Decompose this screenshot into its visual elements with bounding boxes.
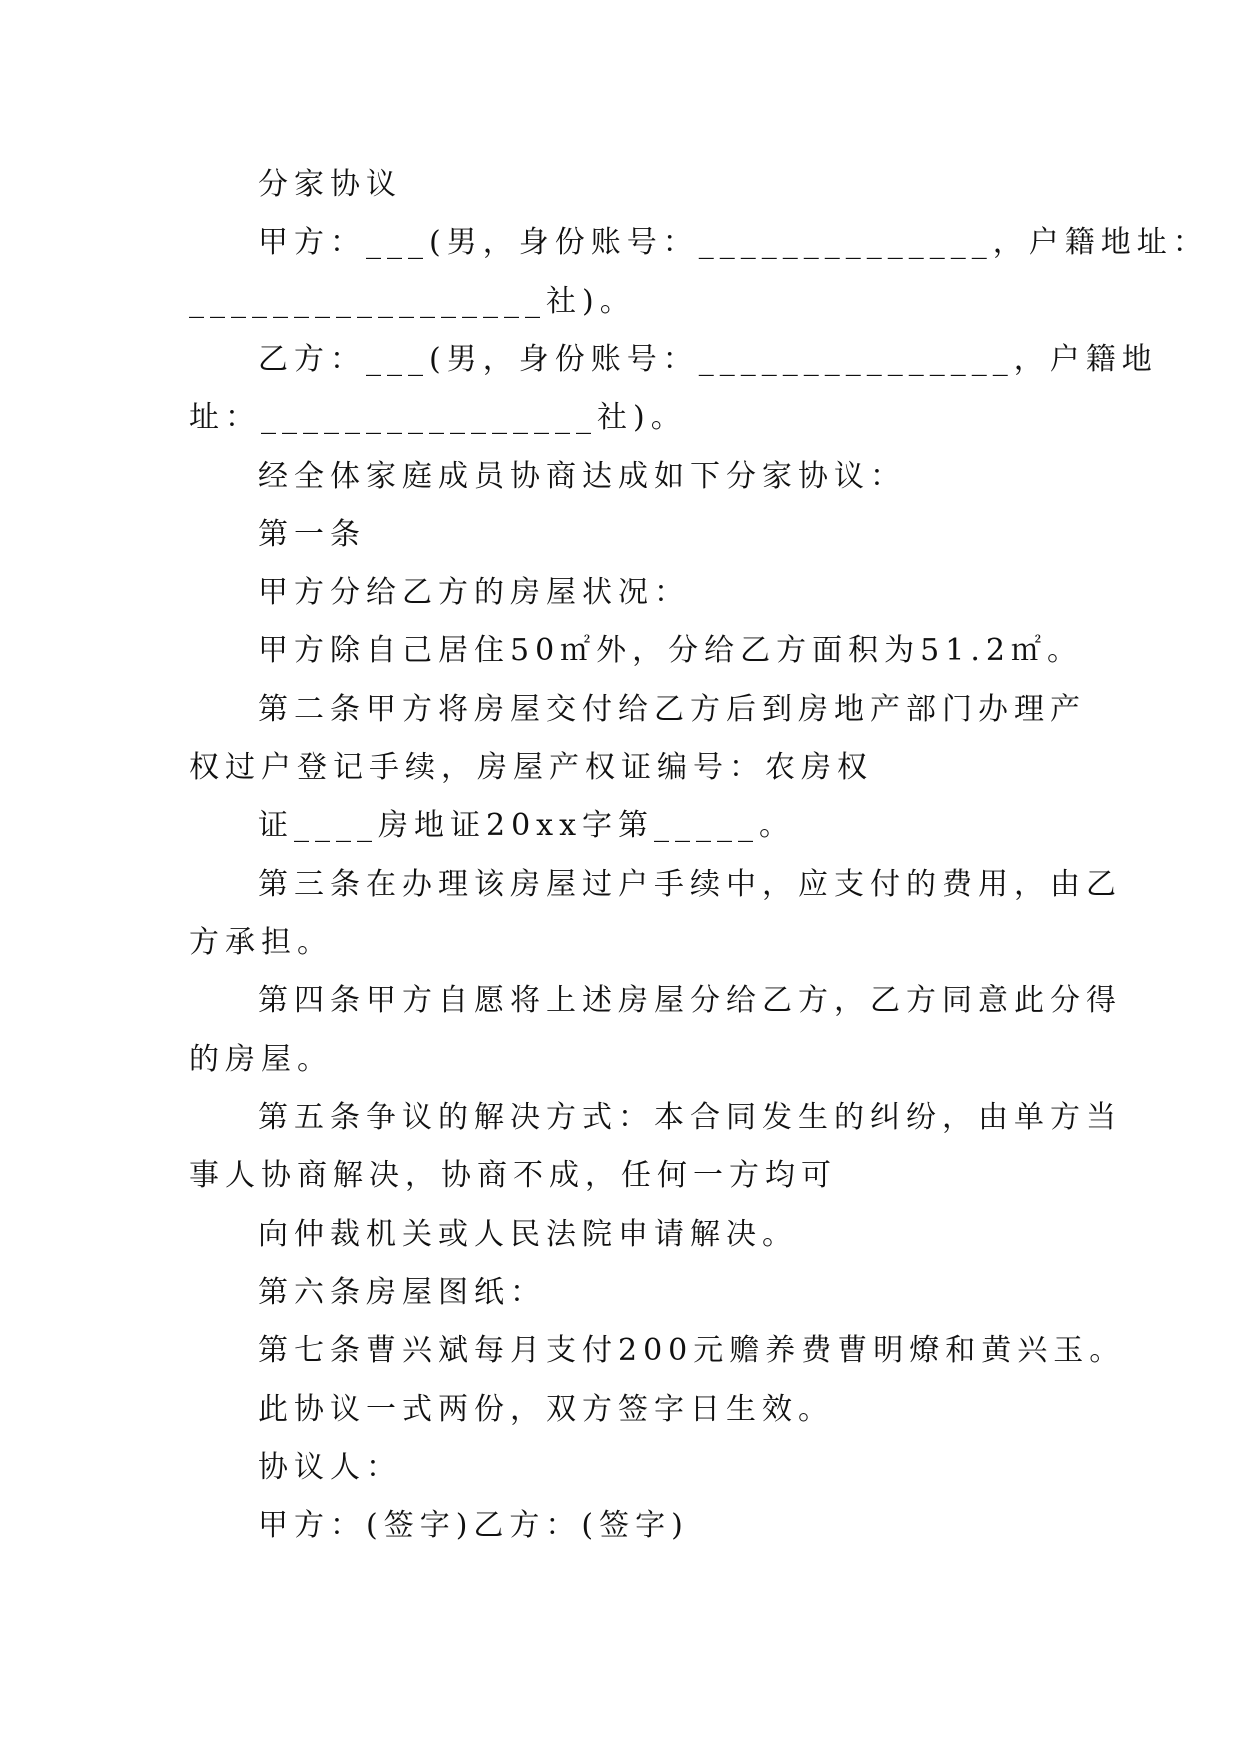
article-1-text: 甲方分给乙方的房屋状况： <box>258 575 690 610</box>
article-5-line-2: 事人协商解决，协商不成，任何一方均可 <box>189 1158 837 1193</box>
party-a-line-2: _________________社)。 <box>189 284 636 319</box>
signatories-label: 协议人： <box>258 1450 402 1485</box>
article-5-line-3: 向仲裁机关或人民法院申请解决。 <box>258 1217 798 1252</box>
article-4-line-1: 第四条甲方自愿将上述房屋分给乙方，乙方同意此分得 <box>258 983 1122 1018</box>
article-1-area: 甲方除自己居住50㎡外，分给乙方面积为51.2㎡。 <box>258 633 1083 668</box>
article-7: 第七条曹兴斌每月支付200元赡养费曹明燎和黄兴玉。 <box>258 1333 1126 1368</box>
party-b-line-2: 址：________________社)。 <box>189 400 687 435</box>
article-3-line-1: 第三条在办理该房屋过户手续中，应支付的费用，由乙 <box>258 867 1122 902</box>
article-1-heading: 第一条 <box>258 517 366 552</box>
document-title: 分家协议 <box>258 167 402 202</box>
party-b-line-1: 乙方：___(男，身份账号：_______________，户籍地 <box>258 342 1158 377</box>
party-a-line-1: 甲方：___(男，身份账号：______________，户籍地址： <box>258 225 1209 260</box>
agreement-intro: 经全体家庭成员协商达成如下分家协议： <box>258 459 906 494</box>
article-3-line-2: 方承担。 <box>189 925 333 960</box>
copies-clause: 此协议一式两份，双方签字日生效。 <box>258 1392 834 1427</box>
article-5-line-1: 第五条争议的解决方式：本合同发生的纠纷，由单方当 <box>258 1100 1122 1135</box>
article-2-line-1: 第二条甲方将房屋交付给乙方后到房地产部门办理产 <box>258 692 1086 727</box>
article-6: 第六条房屋图纸： <box>258 1275 546 1310</box>
article-2-line-2: 权过户登记手续，房屋产权证编号：农房权 <box>189 750 873 785</box>
article-2-line-3: 证____房地证20xx字第_____。 <box>258 808 796 843</box>
article-4-line-2: 的房屋。 <box>189 1042 333 1077</box>
signature-line: 甲方：(签字)乙方：(签字) <box>258 1508 689 1543</box>
